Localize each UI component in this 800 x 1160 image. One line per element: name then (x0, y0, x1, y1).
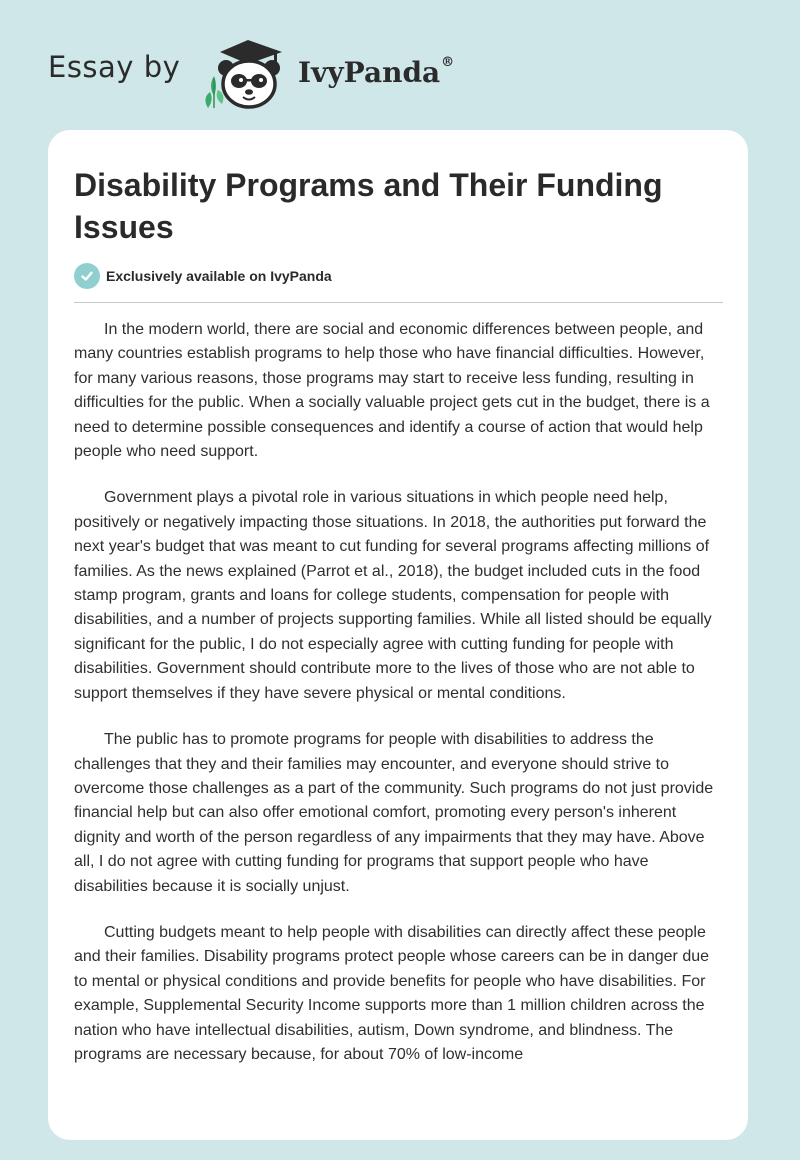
essay-card (48, 130, 748, 1140)
exclusive-badge (74, 263, 332, 289)
brand-name[interactable] (298, 56, 454, 89)
site-header (0, 0, 800, 130)
exclusive-label: Exclusively available on IvyPanda (106, 268, 332, 284)
essay-paragraph: The public has to promote programs for people with disabilities to address the challenges that they and their families may encounter, and everyone should strive to overcome those challenges as a part of the community. Such programs do not just provide financial help but can also offer emotional comfort, promoting every person's inherent dignity and worth of the person regardless of any impairments that they may have. Above all, I do not agree with cutting funding for programs that support people who have disabilities because it is socially unjust. (74, 731, 714, 895)
essay-paragraph: Cutting budgets meant to help people with disabilities can directly affect these people and their families. Disability programs protect people whose careers can be in danger due to mental or physical conditions and provide benefits for people who have disabilities. For example, Supplemental Security Income supports more than 1 million children across the nation who have intellectual disabilities, autism, Down syndrome, and blindness. The programs are necessary because, for about 70% of low-income (74, 923, 710, 1063)
essay-by-label: Essay by (48, 50, 181, 84)
title-divider (74, 302, 723, 303)
brand-text: IvyPanda (298, 56, 441, 89)
essay-title: Disability Programs and Their Funding Issues (74, 167, 663, 245)
registered-mark: ® (441, 54, 455, 70)
essay-paragraph: Government plays a pivotal role in various situations in which people need help, positively or negatively impacting those situations. In 2018, the authorities put forward the next year's budget that was meant to cut funding for several programs affecting millions of families. As the news explained (Parrot et al., 2018), the budget included cuts in the food stamp program, grants and loans for college students, compensation for people with disabilities, and a number of projects supporting families. While all listed should be equally significant for the public, I do not especially agree with cutting funding for people with disabilities. Government should contribute more to the lives of those who are not able to support themselves if they have severe physical or mental conditions. (74, 489, 712, 702)
essay-paragraph: In the modern world, there are social and economic differences between people, and many countries establish programs to help those who have financial difficulties. However, for many various reasons, those programs may start to receive less funding, resulting in difficulties for the public. When a socially valuable project gets cut in the budget, there is a need to determine possible consequences and identify a course of action that would help people who need support. (74, 321, 710, 461)
ivypanda-logo-icon[interactable] (200, 36, 296, 110)
essay-body (74, 318, 726, 1089)
check-icon (74, 263, 100, 289)
